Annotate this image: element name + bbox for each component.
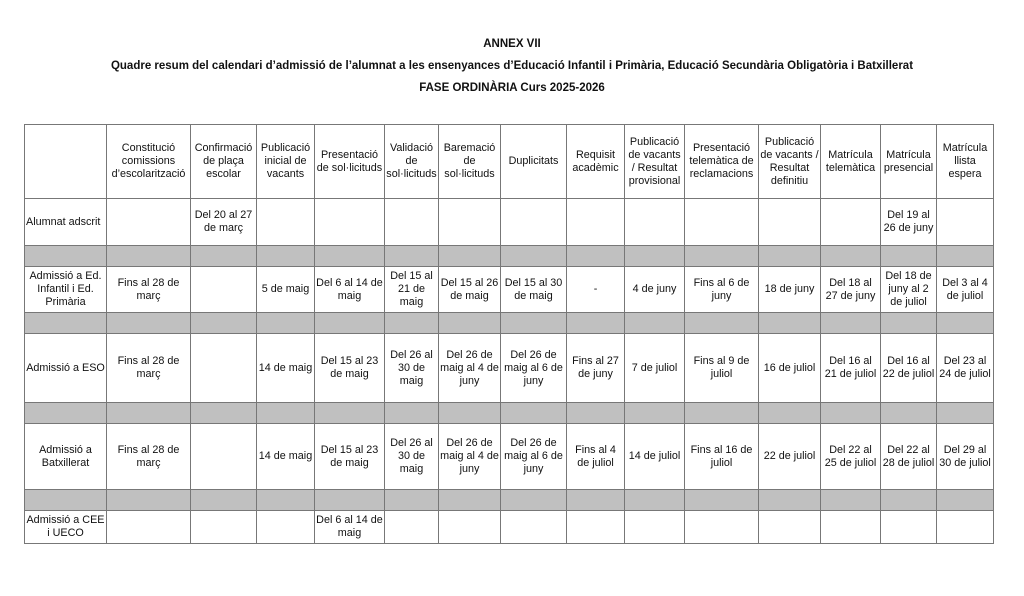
table-cell bbox=[191, 246, 257, 267]
table-cell bbox=[821, 313, 881, 334]
table-cell bbox=[439, 313, 501, 334]
table-cell bbox=[685, 490, 759, 511]
table-cell bbox=[821, 199, 881, 246]
table-cell: Del 15 al 26 de maig bbox=[439, 267, 501, 313]
row-label bbox=[25, 313, 107, 334]
column-header: Presentació de sol·licituds bbox=[315, 125, 385, 199]
table-cell: 14 de maig bbox=[257, 334, 315, 403]
table-cell: Del 22 al 25 de juliol bbox=[821, 424, 881, 490]
table-cell bbox=[439, 403, 501, 424]
table-cell bbox=[567, 313, 625, 334]
column-header: Validació de sol·licituds bbox=[385, 125, 439, 199]
table-cell bbox=[191, 267, 257, 313]
table-cell bbox=[881, 313, 937, 334]
column-header: Constitució comissions d’escolarització bbox=[107, 125, 191, 199]
table-cell: Del 29 al 30 de juliol bbox=[937, 424, 994, 490]
table-cell bbox=[107, 403, 191, 424]
table-row bbox=[25, 511, 994, 544]
table-cell: Fins al 27 de juny bbox=[567, 334, 625, 403]
table-cell bbox=[937, 490, 994, 511]
row-label: Admissió a Ed. Infantil i Ed. Primària bbox=[25, 267, 107, 313]
table-cell bbox=[107, 246, 191, 267]
table-cell: Del 19 al 26 de juny bbox=[881, 199, 937, 246]
table-cell bbox=[937, 403, 994, 424]
table-cell bbox=[315, 313, 385, 334]
table-cell bbox=[385, 199, 439, 246]
column-header: Publicació de vacants / Resultat definitiu bbox=[759, 125, 821, 199]
table-cell bbox=[385, 403, 439, 424]
table-cell: - bbox=[567, 267, 625, 313]
row-label bbox=[25, 403, 107, 424]
table-cell bbox=[937, 511, 994, 544]
table-cell bbox=[881, 403, 937, 424]
table-cell: Del 26 de maig al 6 de juny bbox=[501, 424, 567, 490]
table-cell: Del 6 al 14 de maig bbox=[315, 267, 385, 313]
table-cell bbox=[501, 313, 567, 334]
table-cell bbox=[759, 490, 821, 511]
table-cell: Del 6 al 14 de maig bbox=[315, 511, 385, 544]
table-cell bbox=[257, 313, 315, 334]
table-cell bbox=[937, 313, 994, 334]
table-cell bbox=[567, 511, 625, 544]
table-cell bbox=[759, 511, 821, 544]
annex-title: ANNEX VII bbox=[483, 38, 541, 50]
table-cell: Fins al 28 de març bbox=[107, 267, 191, 313]
table-cell bbox=[191, 511, 257, 544]
table-cell: Fins al 16 de juliol bbox=[685, 424, 759, 490]
table-cell bbox=[821, 490, 881, 511]
table-cell: Del 16 al 22 de juliol bbox=[881, 334, 937, 403]
table-cell bbox=[881, 490, 937, 511]
column-header: Matrícula telemàtica bbox=[821, 125, 881, 199]
table-cell: Del 15 al 30 de maig bbox=[501, 267, 567, 313]
column-header: Confirmació de plaça escolar bbox=[191, 125, 257, 199]
column-header: Matrícula llista espera bbox=[937, 125, 994, 199]
table-cell: Del 15 al 21 de maig bbox=[385, 267, 439, 313]
table-cell bbox=[385, 313, 439, 334]
document-subtitle: Quadre resum del calendari d’admissió de l’alumnat a les ensenyances d’Educació Infantil i Primària, Educació Secundària Obligatòria i Batxillerat bbox=[110, 60, 914, 72]
table-cell bbox=[881, 511, 937, 544]
row-label: Admissió a Batxillerat bbox=[25, 424, 107, 490]
table-cell bbox=[439, 199, 501, 246]
table-cell bbox=[501, 199, 567, 246]
table-cell bbox=[821, 246, 881, 267]
column-header: Duplicitats bbox=[501, 125, 567, 199]
table-cell bbox=[685, 313, 759, 334]
table-cell: 16 de juliol bbox=[759, 334, 821, 403]
table-cell: Del 16 al 21 de juliol bbox=[821, 334, 881, 403]
table-cell: Fins al 4 de juliol bbox=[567, 424, 625, 490]
table-cell bbox=[501, 490, 567, 511]
table-cell bbox=[107, 313, 191, 334]
table-cell bbox=[625, 490, 685, 511]
table-cell bbox=[625, 313, 685, 334]
table-cell bbox=[685, 403, 759, 424]
column-header: Matrícula presencial bbox=[881, 125, 937, 199]
table-cell: 7 de juliol bbox=[625, 334, 685, 403]
table-cell bbox=[257, 246, 315, 267]
table-cell bbox=[439, 511, 501, 544]
table-cell bbox=[257, 511, 315, 544]
table-cell: Del 26 al 30 de maig bbox=[385, 334, 439, 403]
row-label bbox=[25, 490, 107, 511]
table-cell bbox=[501, 403, 567, 424]
table-cell bbox=[501, 246, 567, 267]
separator-row bbox=[25, 313, 994, 334]
table-cell bbox=[191, 403, 257, 424]
table-cell bbox=[937, 246, 994, 267]
table-header-row bbox=[25, 125, 994, 199]
table-cell: Del 18 de juny al 2 de juliol bbox=[881, 267, 937, 313]
table-cell: Fins al 28 de març bbox=[107, 334, 191, 403]
column-header bbox=[25, 125, 107, 199]
row-label: Alumnat adscrit bbox=[25, 199, 107, 246]
table-cell bbox=[685, 511, 759, 544]
table-cell bbox=[191, 490, 257, 511]
table-cell: 4 de juny bbox=[625, 267, 685, 313]
table-cell: Del 18 al 27 de juny bbox=[821, 267, 881, 313]
table-cell bbox=[191, 313, 257, 334]
table-cell bbox=[625, 403, 685, 424]
table-row bbox=[25, 199, 994, 246]
table-row bbox=[25, 424, 994, 490]
row-label: Admissió a ESO bbox=[25, 334, 107, 403]
row-label: Admissió a CEE i UECO bbox=[25, 511, 107, 544]
table-cell bbox=[759, 246, 821, 267]
table-cell bbox=[685, 246, 759, 267]
table-cell bbox=[625, 199, 685, 246]
table-cell: 14 de juliol bbox=[625, 424, 685, 490]
table-cell bbox=[625, 246, 685, 267]
table-cell bbox=[107, 490, 191, 511]
table-cell bbox=[315, 246, 385, 267]
column-header: Presentació telemàtica de reclamacions bbox=[685, 125, 759, 199]
table-cell: Del 15 al 23 de maig bbox=[315, 334, 385, 403]
table-cell bbox=[567, 246, 625, 267]
table-cell bbox=[257, 403, 315, 424]
table-cell: Del 22 al 28 de juliol bbox=[881, 424, 937, 490]
phase-title: FASE ORDINÀRIA Curs 2025-2026 bbox=[419, 82, 605, 94]
separator-row bbox=[25, 403, 994, 424]
column-header: Publicació inicial de vacants bbox=[257, 125, 315, 199]
column-header: Requisit acadèmic bbox=[567, 125, 625, 199]
table-cell bbox=[315, 490, 385, 511]
table-cell: Del 15 al 23 de maig bbox=[315, 424, 385, 490]
table-cell bbox=[315, 403, 385, 424]
table-cell bbox=[439, 246, 501, 267]
table-row bbox=[25, 334, 994, 403]
table-cell bbox=[257, 199, 315, 246]
column-header: Publicació de vacants / Resultat provisional bbox=[625, 125, 685, 199]
table-cell bbox=[191, 334, 257, 403]
column-header: Baremació de sol·licituds bbox=[439, 125, 501, 199]
table-cell: Fins al 28 de març bbox=[107, 424, 191, 490]
table-cell bbox=[501, 511, 567, 544]
table-cell: Del 26 de maig al 4 de juny bbox=[439, 334, 501, 403]
table-row bbox=[25, 267, 994, 313]
table-cell bbox=[567, 403, 625, 424]
table-cell bbox=[685, 199, 759, 246]
table-cell bbox=[107, 199, 191, 246]
row-label bbox=[25, 246, 107, 267]
table-cell: 5 de maig bbox=[257, 267, 315, 313]
table-cell bbox=[821, 403, 881, 424]
table-cell bbox=[759, 199, 821, 246]
table-cell bbox=[937, 199, 994, 246]
table-cell bbox=[191, 424, 257, 490]
admission-calendar-table bbox=[24, 124, 994, 544]
table-cell: Fins al 6 de juny bbox=[685, 267, 759, 313]
table-cell: 18 de juny bbox=[759, 267, 821, 313]
table-cell: 14 de maig bbox=[257, 424, 315, 490]
table-cell bbox=[625, 511, 685, 544]
table-cell bbox=[257, 490, 315, 511]
table-cell: Del 26 de maig al 6 de juny bbox=[501, 334, 567, 403]
table-cell: Del 26 al 30 de maig bbox=[385, 424, 439, 490]
table-cell bbox=[567, 199, 625, 246]
separator-row bbox=[25, 246, 994, 267]
table-cell bbox=[385, 511, 439, 544]
table-cell: Del 23 al 24 de juliol bbox=[937, 334, 994, 403]
table-cell bbox=[107, 511, 191, 544]
table-cell: Del 20 al 27 de març bbox=[191, 199, 257, 246]
table-cell bbox=[821, 511, 881, 544]
table-cell bbox=[567, 490, 625, 511]
table-cell bbox=[385, 246, 439, 267]
table-cell: Del 26 de maig al 4 de juny bbox=[439, 424, 501, 490]
table-cell: 22 de juliol bbox=[759, 424, 821, 490]
table-cell bbox=[385, 490, 439, 511]
table-cell bbox=[759, 313, 821, 334]
separator-row bbox=[25, 490, 994, 511]
table-cell bbox=[439, 490, 501, 511]
table-cell bbox=[759, 403, 821, 424]
table-cell bbox=[315, 199, 385, 246]
table-cell bbox=[881, 246, 937, 267]
table-cell: Fins al 9 de juliol bbox=[685, 334, 759, 403]
table-cell: Del 3 al 4 de juliol bbox=[937, 267, 994, 313]
